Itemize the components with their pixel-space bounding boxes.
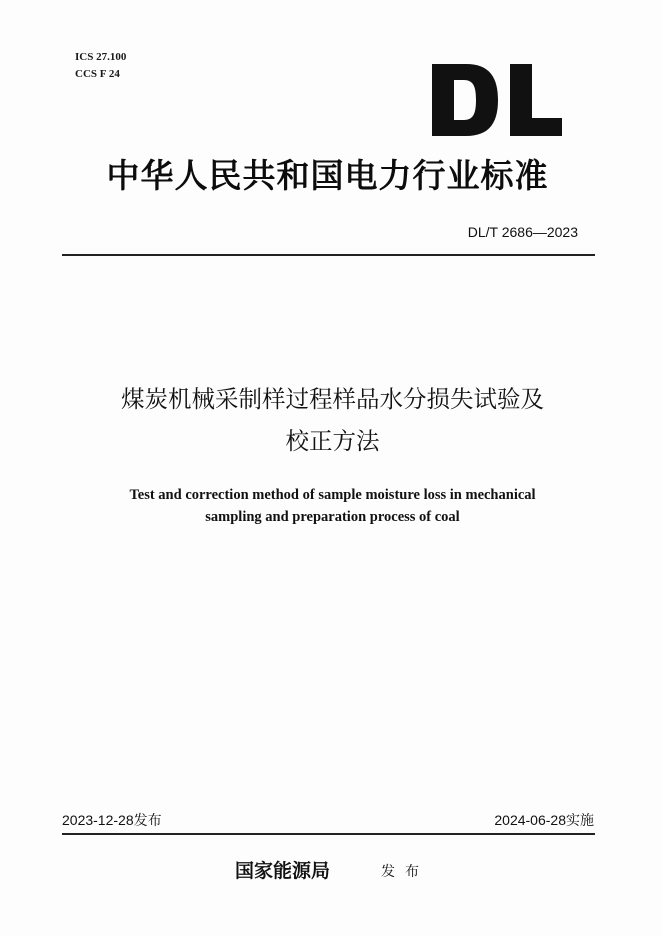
issue-label: 发布: [381, 864, 429, 880]
chinese-title-line-1: 煤炭机械采制样过程样品水分损失试验及: [121, 385, 544, 413]
dl-logo: [432, 64, 562, 136]
release-date: 2023-12-28发布: [62, 812, 162, 828]
chinese-title-line-2: 校正方法: [285, 427, 380, 455]
chinese-title: [40, 378, 625, 462]
english-title-line-1: Test and correction method of sample moisture loss in mechanical: [129, 487, 536, 503]
english-title: [60, 484, 605, 528]
classification-codes: [75, 49, 126, 83]
top-divider: [62, 254, 595, 256]
issuing-authority: 国家能源局: [235, 860, 331, 882]
ccs-code: CCS F 24: [75, 68, 120, 80]
ics-code: ICS 27.100: [75, 51, 127, 63]
standard-category: 中华人民共和国电力行业标准: [106, 156, 549, 195]
english-title-line-2: sampling and preparation process of coal: [205, 509, 460, 525]
bottom-divider: [62, 833, 595, 835]
standard-number: DL/T 2686—2023: [467, 224, 578, 240]
implementation-date: 2024-06-28实施: [494, 812, 594, 828]
